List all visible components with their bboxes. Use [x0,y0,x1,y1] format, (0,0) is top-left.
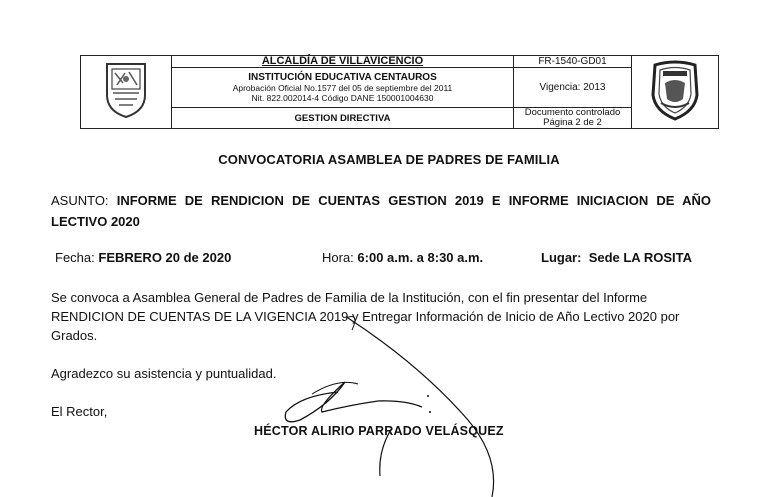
body-paragraph: Se convoca a Asamblea General de Padres de Familia de la Institución, con el fin presentar del Informe RENDICION DE CUENTAS DE LA VIGENCIA 2019 y Entregar Información de Inicio de Año Lectivo 2020 por Grados. [51,290,680,343]
signer-title: El Rector, [51,404,108,419]
approval-text: Aprobación Oficial No.1577 del 05 de septiembre del 2011 [232,83,453,93]
hora-value: 6:00 a.m. a 8:30 a.m. [357,250,484,265]
fecha-label: Fecha: [55,250,95,265]
alcaldia-title: ALCALDÍA DE VILLAVICENCIO [172,56,514,68]
signer-name: HÉCTOR ALIRIO PARRADO VELÁSQUEZ [254,424,504,438]
fecha-value: FEBRERO 20 de 2020 [98,250,232,265]
page-title: CONVOCATORIA ASAMBLEA DE PADRES DE FAMILIA [218,152,560,167]
asunto-label: ASUNTO: [51,193,109,208]
asunto-text: INFORME DE RENDICION DE CUENTAS GESTION 2019 E INFORME INICIACION DE AÑO LECTIVO 2020 [51,193,711,229]
documento-controlado: Documento controlado [524,107,621,118]
gestion-directiva: GESTION DIRECTIVA [172,108,514,129]
form-code: FR-1540-GD01 [514,56,632,68]
page-number: Página 2 de 2 [543,117,602,128]
nit-dane-text: Nit. 822.002014-4 Código DANE 150001004630 [251,93,434,103]
institution-name: INSTITUCIÓN EDUCATIVA CENTAUROS [248,72,437,83]
lugar-value: Sede LA ROSITA [588,250,692,265]
vigencia-text: Vigencia: 2013 [514,68,632,108]
closing-text: Agradezco su asistencia y puntualidad. [51,366,277,381]
lugar-label: Lugar: [541,250,582,265]
hora-label: Hora: [322,250,354,265]
